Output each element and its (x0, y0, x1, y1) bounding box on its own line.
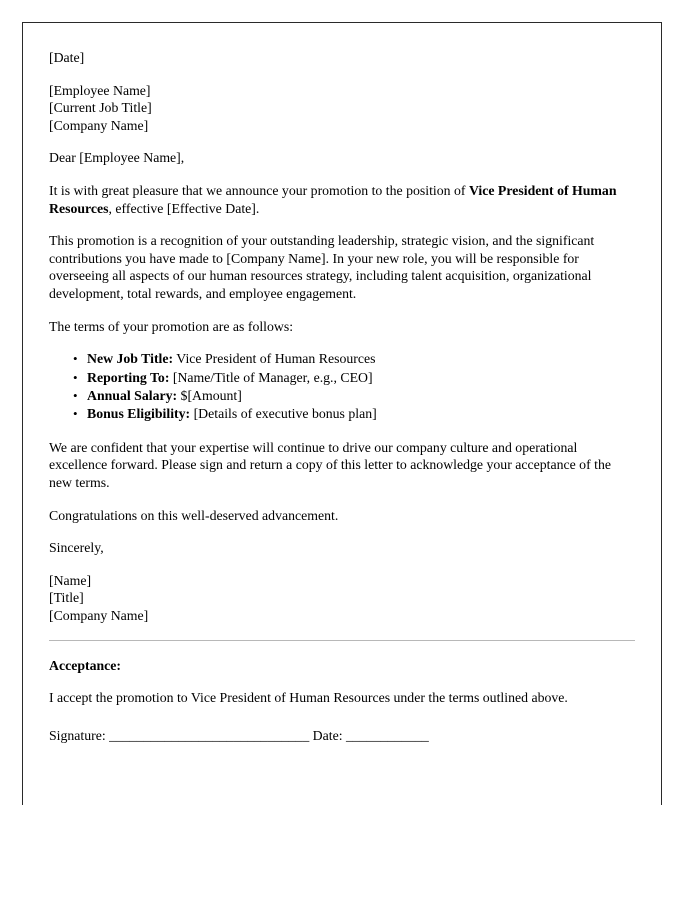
acceptance-statement: I accept the promotion to Vice President of Human Resources under the terms outlined above. (49, 690, 568, 706)
acceptance-heading (49, 657, 635, 675)
term-label-bonus-eligibility: Bonus Eligibility: (87, 406, 191, 422)
confidence-paragraph: We are confident that your expertise will continue to drive our company culture and operational excellence forward. Please sign and return a copy of this letter to acknowledge your acceptance of the new terms. (49, 439, 611, 490)
section-divider (49, 640, 635, 641)
list-item (87, 369, 635, 387)
opening-paragraph-lead: It is with great pleasure that we announce your promotion to the position of (49, 182, 469, 198)
opening-paragraph-tail: , effective [Effective Date]. (108, 200, 260, 216)
sender-title[interactable]: [Title] (49, 590, 84, 606)
date-field[interactable]: [Date] (49, 50, 85, 65)
recipient-address-block (49, 82, 635, 135)
promotion-position-bold: Vice President of Human Resources (49, 182, 617, 216)
list-item (87, 350, 635, 368)
recipient-job-title[interactable]: [Current Job Title] (49, 100, 152, 116)
term-label-annual-salary: Annual Salary: (87, 387, 178, 403)
recognition-paragraph: This promotion is a recognition of your outstanding leadership, strategic vision, and the significant contributions you have made to [Company Name]. In your new role, you will be responsible for overseeing all aspects of our human resources strategy, including talent acquisition, organizational development, total rewards, and employee engagement. (49, 233, 595, 301)
signature-date-line[interactable]: Signature: _____________________________ Date: ____________ (49, 727, 429, 743)
congratulations-paragraph: Congratulations on this well-deserved advancement. (49, 507, 339, 523)
document-page (22, 22, 662, 805)
list-item (87, 387, 635, 405)
sender-company-name[interactable]: [Company Name] (49, 607, 149, 623)
terms-list (49, 350, 635, 424)
list-item (87, 405, 635, 423)
term-value-reporting-to: [Name/Title of Manager, e.g., CEO] (169, 369, 373, 385)
recipient-company-name[interactable]: [Company Name] (49, 117, 149, 133)
salutation[interactable]: Dear [Employee Name], (49, 150, 185, 166)
sender-name[interactable]: [Name] (49, 572, 92, 588)
acceptance-heading-text: Acceptance: (49, 657, 122, 673)
sender-signature-block (49, 572, 635, 625)
letter-body (49, 49, 635, 744)
term-label-job-title: New Job Title: (87, 351, 174, 367)
closing-salutation: Sincerely, (49, 540, 104, 556)
recipient-employee-name[interactable]: [Employee Name] (49, 82, 151, 98)
term-value-annual-salary: $[Amount] (177, 387, 242, 403)
terms-intro: The terms of your promotion are as follows: (49, 318, 294, 334)
term-value-bonus-eligibility: [Details of executive bonus plan] (190, 406, 377, 422)
opening-paragraph (49, 182, 635, 217)
term-label-reporting-to: Reporting To: (87, 369, 170, 385)
term-value-job-title: Vice President of Human Resources (173, 351, 376, 367)
